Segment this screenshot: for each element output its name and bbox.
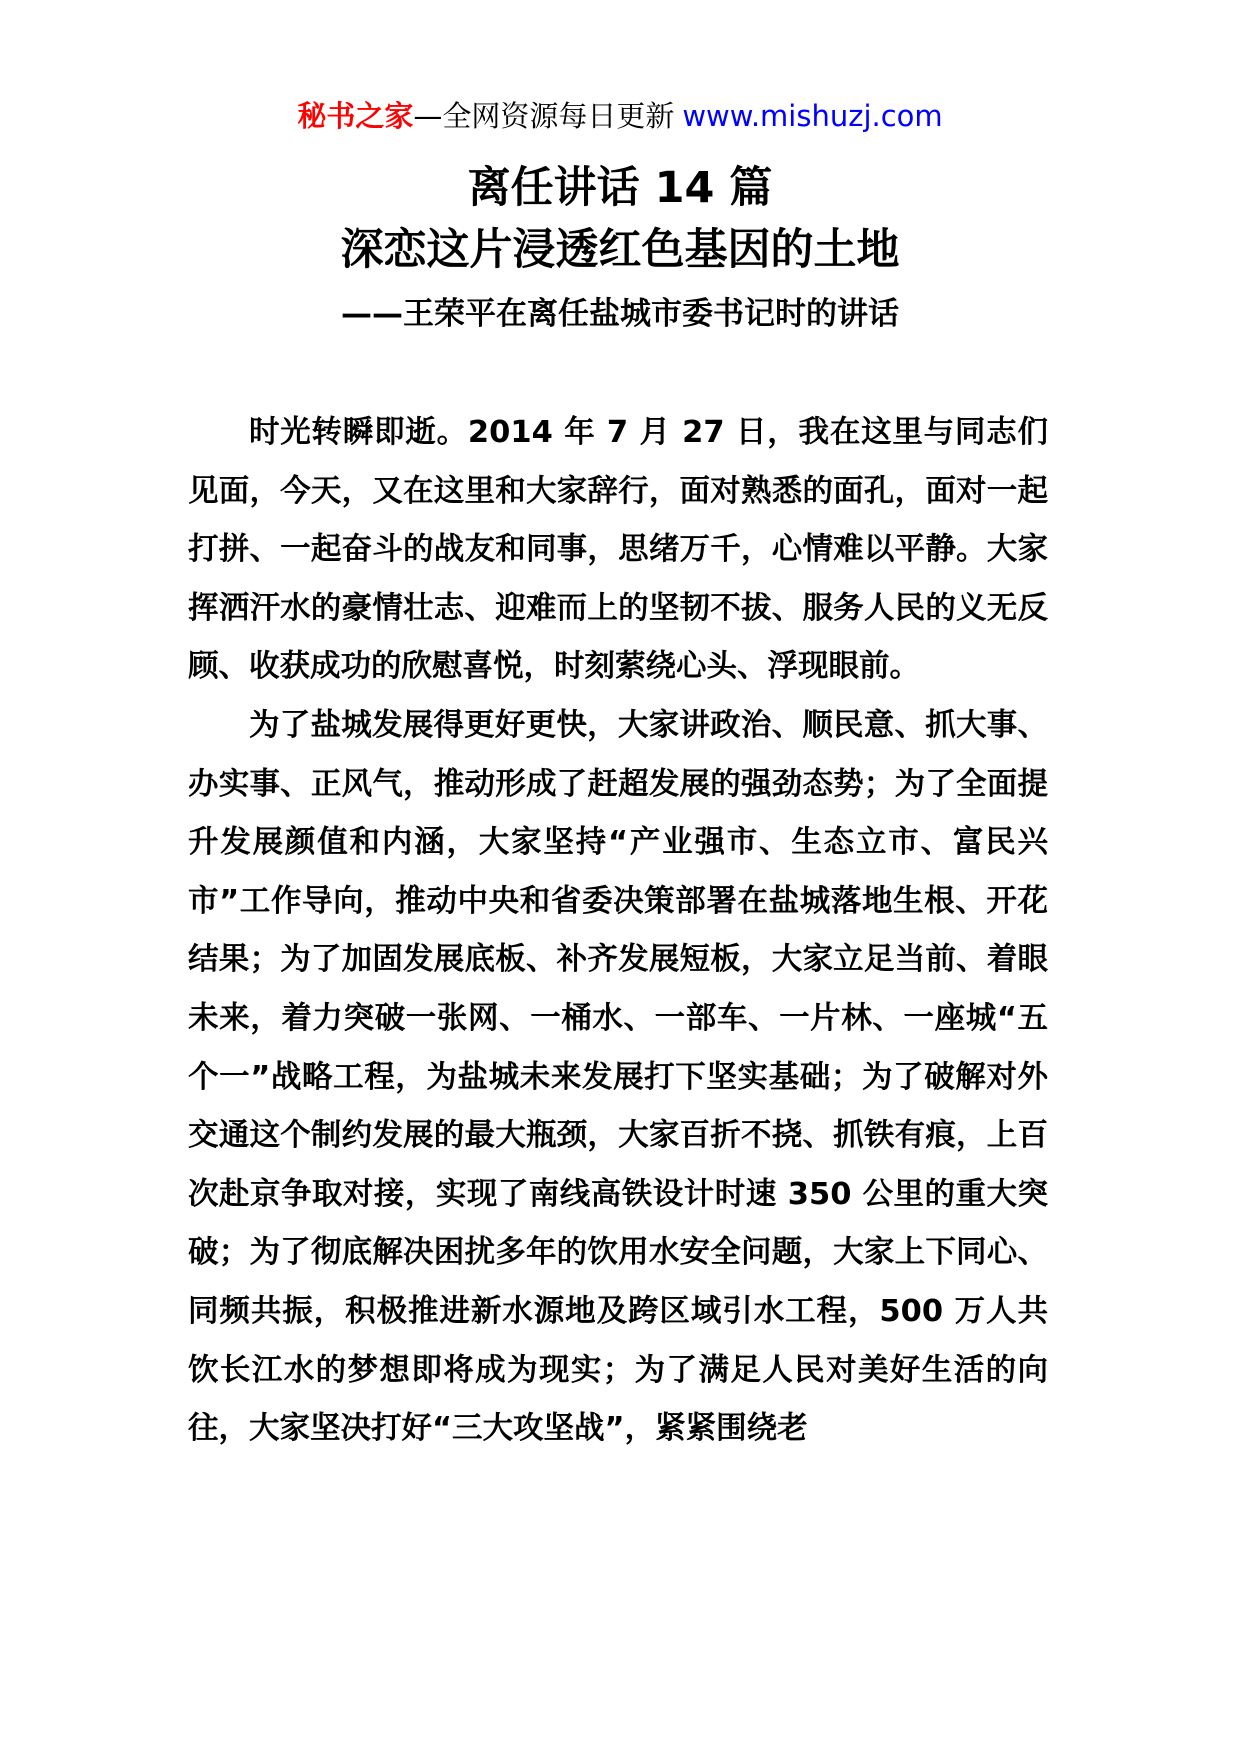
brand-name: 秘书之家 <box>297 99 414 133</box>
document-body <box>188 404 1048 1459</box>
body-paragraph: 时光转瞬即逝。2014 年 7 月 27 日，我在这里与同志们见面，今天，又在这里和大家辞行，面对熟悉的面孔，面对一起打拼、一起奋斗的战友和同事，思绪万千，心情难以平静。大家挥洒汗水的豪情壮志、迎难而上的坚韧不拔、服务人民的义无反顾、收获成功的欣慰喜悦，时刻萦绕心头、浮现眼前。 <box>188 415 1048 685</box>
body-paragraph: 为了盐城发展得更好更快，大家讲政治、顺民意、抓大事、办实事、正风气，推动形成了赶超发展的强劲态势；为了全面提升发展颜值和内涵，大家坚持“产业强市、生态立市、富民兴市”工作导向，推动中央和省委决策部署在盐城落地生根、开花结果；为了加固发展底板、补齐发展短板，大家立足当前、着眼未来，着力突破一张网、一桶水、一部车、一片林、一座城“五个一”战略工程，为盐城未来发展打下坚实基础；为了破解对外交通这个制约发展的最大瓶颈，大家百折不挠、抓铁有痕，上百次赴京争取对接，实现了南线高铁设计时速 350 公里的重大突破；为了彻底解决困扰多年的饮用水安全问题，大家上下同心、同频共振，积极推进新水源地及跨区域引水工程，500 万人共饮长江水的梦想即将成为现实；为了满足人民对美好生活的向往，大家坚决打好“三大攻坚战”，紧紧围绕老 <box>188 707 1048 1447</box>
document-title: 离任讲话 14 篇 <box>467 163 773 213</box>
document-byline: ——王荣平在离任盐城市委书记时的讲话 <box>341 296 899 332</box>
document-subtitle: 深恋这片浸透红色基因的土地 <box>340 225 900 275</box>
site-tagline: —全网资源每日更新 <box>413 99 675 133</box>
site-url-link[interactable]: www.mishuzj.com <box>682 99 943 133</box>
site-header <box>0 96 1240 136</box>
